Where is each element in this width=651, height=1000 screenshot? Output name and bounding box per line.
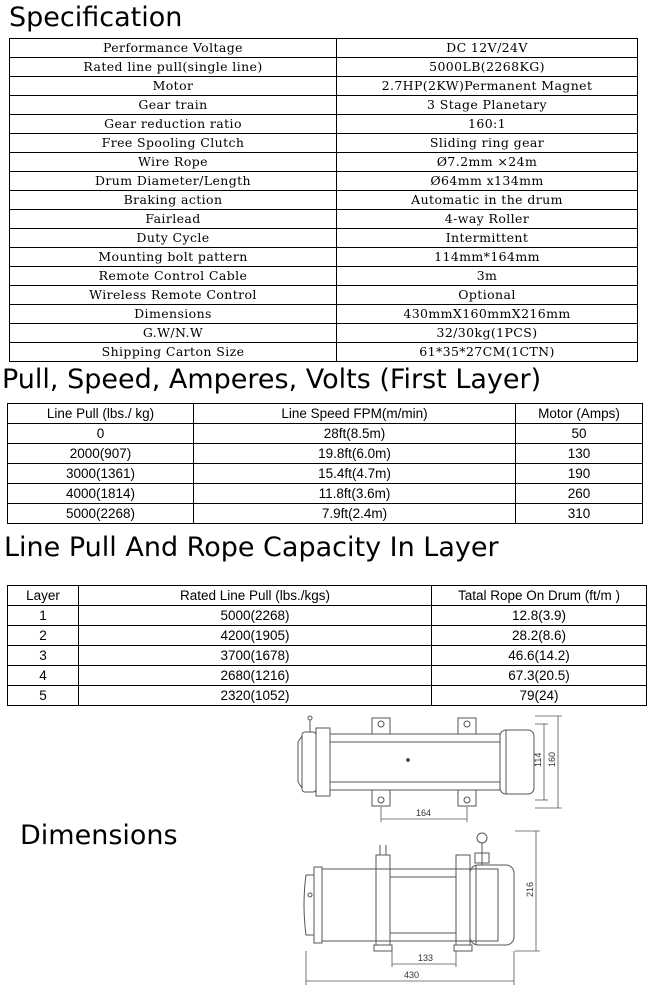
spec-row [10, 39, 638, 58]
table-cell: 260 [516, 484, 643, 504]
table-row [8, 484, 643, 504]
dimensions-title: Dimensions [20, 820, 178, 851]
spec-value: 3 Stage Planetary [337, 96, 638, 115]
spec-row [10, 229, 638, 248]
table-cell: 3 [8, 646, 79, 666]
table-row [8, 444, 643, 464]
spec-label: Duty Cycle [10, 229, 337, 248]
spec-label: Free Spooling Clutch [10, 134, 337, 153]
table-cell: 4 [8, 666, 79, 686]
spec-label: Motor [10, 77, 337, 96]
table-cell: 2680(1216) [79, 666, 432, 686]
table-cell: 190 [516, 464, 643, 484]
spec-label: Drum Diameter/Length [10, 172, 337, 191]
spec-label: Gear reduction ratio [10, 115, 337, 134]
rope-capacity-title: Line Pull And Rope Capacity In Layer [4, 532, 499, 563]
table-cell: 1 [8, 606, 79, 626]
spec-row [10, 191, 638, 210]
winch-side-view-drawing [300, 825, 550, 980]
pull-speed-table [7, 403, 643, 524]
table-cell: 7.9ft(2.4m) [194, 504, 516, 524]
spec-value: 3m [337, 267, 638, 286]
table-cell: 3000(1361) [8, 464, 194, 484]
table-row [8, 646, 647, 666]
spec-value: DC 12V/24V [337, 39, 638, 58]
spec-value: 114mm*164mm [337, 248, 638, 267]
spec-row [10, 134, 638, 153]
spec-row [10, 153, 638, 172]
spec-row [10, 115, 638, 134]
spec-row [10, 248, 638, 267]
spec-value: 430mmX160mmX216mm [337, 305, 638, 324]
spec-value: 160:1 [337, 115, 638, 134]
table-cell: 28ft(8.5m) [194, 424, 516, 444]
table-row [8, 606, 647, 626]
column-header: Tatal Rope On Drum (ft/m ) [432, 586, 647, 606]
table-cell: 19.8ft(6.0m) [194, 444, 516, 464]
table-cell: 2 [8, 626, 79, 646]
spec-label: Gear train [10, 96, 337, 115]
spec-row [10, 210, 638, 229]
table-row [8, 424, 643, 444]
spec-label: G.W/N.W [10, 324, 337, 343]
table-cell: 79(24) [432, 686, 647, 706]
table-cell: 15.4ft(4.7m) [194, 464, 516, 484]
spec-label: Shipping Carton Size [10, 343, 337, 362]
spec-row [10, 324, 638, 343]
spec-row [10, 58, 638, 77]
column-header: Layer [8, 586, 79, 606]
table-cell: 4200(1905) [79, 626, 432, 646]
spec-row [10, 267, 638, 286]
specification-table [9, 38, 638, 362]
column-header: Line Pull (lbs./ kg) [8, 404, 194, 424]
spec-value: Automatic in the drum [337, 191, 638, 210]
spec-row [10, 77, 638, 96]
spec-label: Fairlead [10, 210, 337, 229]
table-cell: 50 [516, 424, 643, 444]
spec-row [10, 172, 638, 191]
spec-value: Sliding ring gear [337, 134, 638, 153]
table-cell: 130 [516, 444, 643, 464]
table-cell: 5000(2268) [8, 504, 194, 524]
dim-133-label: 133 [418, 953, 434, 963]
spec-label: Rated line pull(single line) [10, 58, 337, 77]
spec-value: 5000LB(2268KG) [337, 58, 638, 77]
table-row [8, 666, 647, 686]
table-cell: 3700(1678) [79, 646, 432, 666]
spec-value: 2.7HP(2KW)Permanent Magnet [337, 77, 638, 96]
dim-114-label: 114 [533, 752, 543, 767]
spec-value: Intermittent [337, 229, 638, 248]
table-row [8, 626, 647, 646]
table-cell: 310 [516, 504, 643, 524]
table-cell: 12.8(3.9) [432, 606, 647, 626]
specification-title: Specification [9, 2, 183, 33]
dim-160-label: 160 [547, 751, 557, 767]
pull-speed-title: Pull, Speed, Amperes, Volts (First Layer) [2, 364, 542, 395]
spec-row [10, 286, 638, 305]
spec-label: Wireless Remote Control [10, 286, 337, 305]
spec-value: 61*35*27CM(1CTN) [337, 343, 638, 362]
spec-value: Optional [337, 286, 638, 305]
column-header: Rated Line Pull (lbs./kgs) [79, 586, 432, 606]
spec-row [10, 96, 638, 115]
table-cell: 5 [8, 686, 79, 706]
table-cell: 2000(907) [8, 444, 194, 464]
table-cell: 46.6(14.2) [432, 646, 647, 666]
spec-label: Performance Voltage [10, 39, 337, 58]
table-cell: 28.2(8.6) [432, 626, 647, 646]
spec-label: Mounting bolt pattern [10, 248, 337, 267]
spec-value: Ø64mm x134mm [337, 172, 638, 191]
winch-top-view-drawing [290, 712, 570, 827]
dim-216-label: 216 [525, 881, 535, 897]
table-cell: 5000(2268) [79, 606, 432, 626]
dim-164-label: 164 [416, 808, 432, 818]
spec-label: Dimensions [10, 305, 337, 324]
column-header: Motor (Amps) [516, 404, 643, 424]
table-row [8, 504, 643, 524]
table-cell: 2320(1052) [79, 686, 432, 706]
spec-label: Remote Control Cable [10, 267, 337, 286]
table-cell: 67.3(20.5) [432, 666, 647, 686]
spec-label: Braking action [10, 191, 337, 210]
table-cell: 0 [8, 424, 194, 444]
table-row [8, 464, 643, 484]
spec-value: 32/30kg(1PCS) [337, 324, 638, 343]
spec-value: 4-way Roller [337, 210, 638, 229]
spec-row [10, 305, 638, 324]
spec-row [10, 343, 638, 362]
table-row [8, 686, 647, 706]
spec-value: Ø7.2mm ×24m [337, 153, 638, 172]
table-cell: 4000(1814) [8, 484, 194, 504]
column-header: Line Speed FPM(m/min) [194, 404, 516, 424]
dim-430-label: 430 [404, 970, 420, 980]
rope-capacity-table [7, 585, 647, 706]
spec-label: Wire Rope [10, 153, 337, 172]
table-cell: 11.8ft(3.6m) [194, 484, 516, 504]
